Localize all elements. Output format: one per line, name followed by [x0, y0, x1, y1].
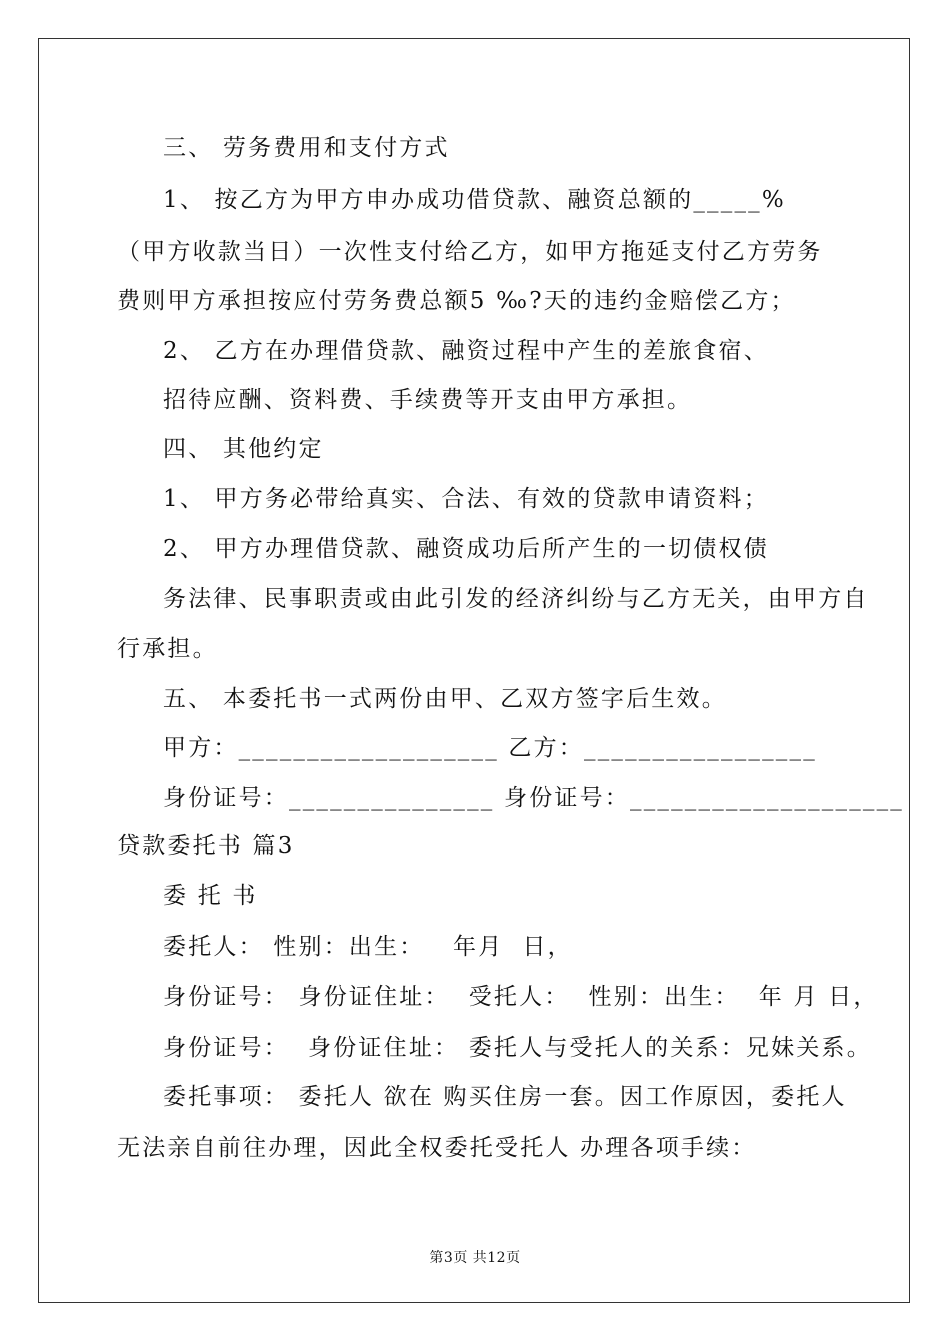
section-heading-3: 三、 劳务费用和支付方式: [163, 135, 450, 161]
paragraph-line: 身份证号： 身份证住址： 委托人与受托人的关系：兄妹关系。: [163, 1035, 872, 1061]
article-title: 贷款委托书 篇3: [117, 833, 295, 859]
paragraph-line: 无法亲自前往办理，因此全权委托受托人 办理各项手续：: [117, 1135, 757, 1161]
page-number: 第3页 共12页: [429, 1250, 521, 1266]
document-title: 委 托 书: [163, 883, 258, 909]
paragraph-line: （甲方收款当日）一次性支付给乙方，如甲方拖延支付乙方劳务: [117, 239, 823, 265]
id-number-line: 身份证号：_______________ 身份证号：____________________: [163, 785, 905, 811]
signature-line: 甲方：___________________ 乙方：_________________: [163, 735, 817, 761]
section-heading-4: 四、 其他约定: [163, 436, 324, 462]
paragraph-line: 务法律、民事职责或由此引发的经济纠纷与乙方无关，由甲方自: [163, 586, 869, 612]
paragraph-line: 身份证号： 身份证住址： 受托人： 性别：出生： 年 月 日，: [163, 984, 879, 1010]
paragraph-line: 委托事项： 委托人 欲在 购买住房一套。因工作原因，委托人: [163, 1084, 847, 1110]
page-border: [38, 38, 910, 1303]
paragraph-line: 行承担。: [117, 636, 218, 662]
paragraph-line: 招待应酬、资料费、手续费等开支由甲方承担。: [163, 387, 693, 413]
paragraph-line: 2、 甲方办理借贷款、融资成功后所产生的一切债权债: [163, 536, 769, 562]
paragraph-line: 1、 按乙方为甲方申办成功借贷款、融资总额的_____%: [163, 187, 786, 213]
paragraph-line: 委托人： 性别：出生： 年月 日，: [163, 934, 573, 960]
section-heading-5: 五、 本委托书一式两份由甲、乙双方签字后生效。: [163, 686, 727, 712]
paragraph-line: 2、 乙方在办理借贷款、融资过程中产生的差旅食宿、: [163, 338, 769, 364]
paragraph-line: 费则甲方承担按应付劳务费总额5 ‰?天的违约金赔偿乙方；: [117, 288, 796, 314]
paragraph-line: 1、 甲方务必带给真实、合法、有效的贷款申请资料；: [163, 486, 769, 512]
